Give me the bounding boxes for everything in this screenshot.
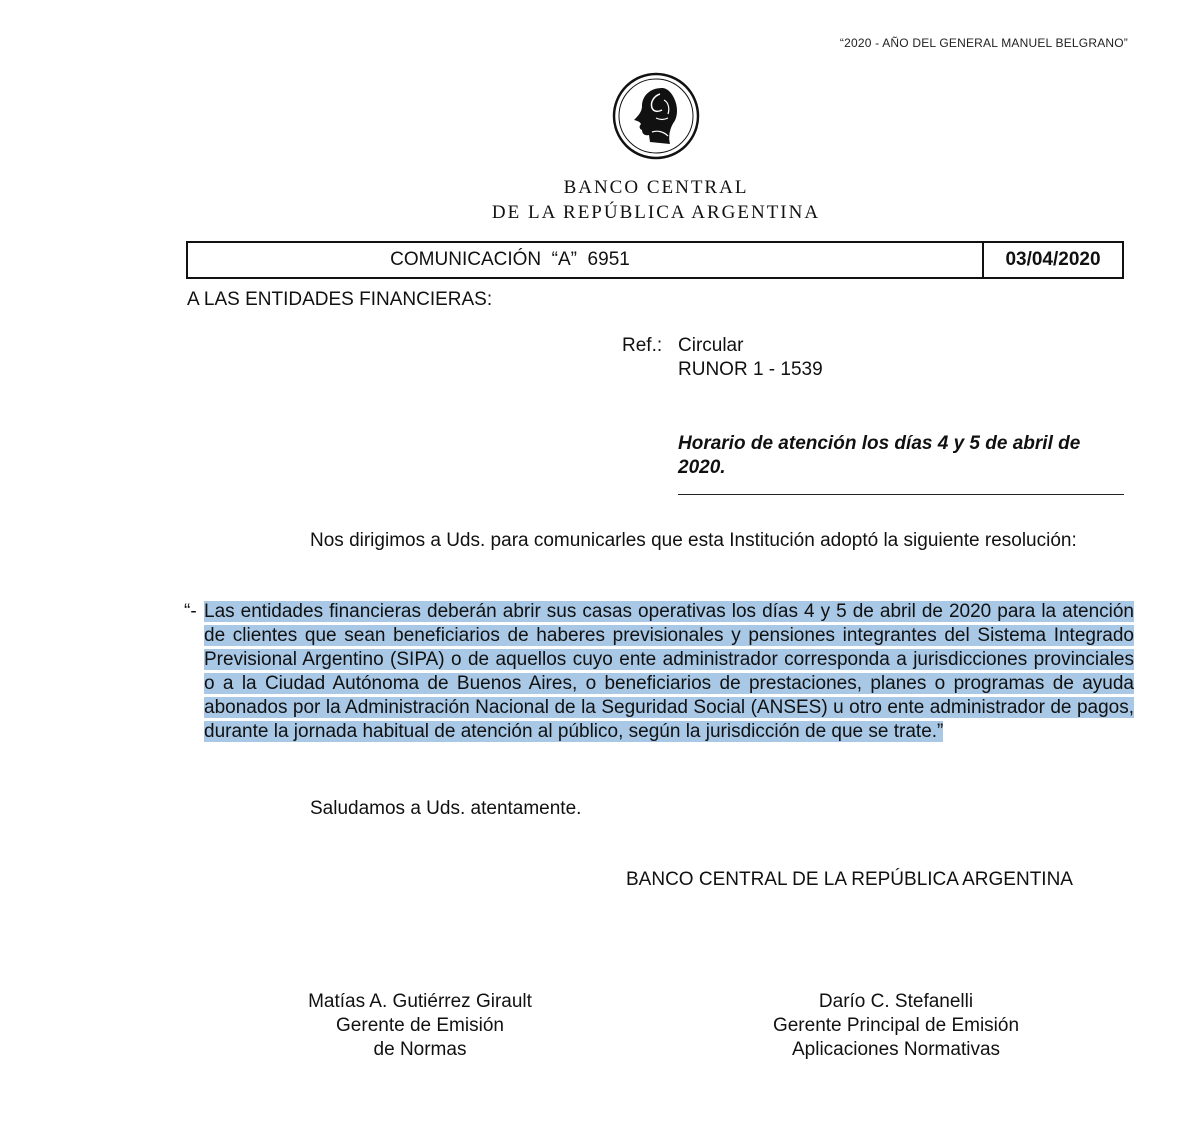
reference-value [678,334,823,382]
signatory-title-line1: Gerente de Emisión [336,1015,504,1036]
signatory-right [736,990,1056,1062]
bank-name-line2: DE LA REPÚBLICA ARGENTINA [491,202,821,223]
resolution-text-selected[interactable]: Las entidades financieras deberán abrir sus casas operativas los días 4 y 5 de abril de 2020 para la atención de clientes que sean beneficiarios de haberes previsionales y pensiones integrantes del Sistema Integrado Previsional Argentino (SIPA) o de aquellos cuyo ente administrador corresponda a jurisdicciones provinciales o a la Ciudad Autónoma de Buenos Aires, o beneficiarios de prestaciones, planes o programas de ayuda abonados por la Administración Nacional de la Seguridad Social (ANSES) u otro ente administrador de pagos, durante la jornada habitual de atención al público, según la jurisdicción de que se trate.” [204,601,1134,742]
subject: Horario de atención los días 4 y 5 de abril de 2020. [678,433,1081,478]
bank-name [0,175,1200,225]
reference-line2: RUNOR 1 - 1539 [678,359,823,380]
signatory-left [270,990,570,1062]
signatory-title-line2: Aplicaciones Normativas [791,1039,1001,1060]
quote-open: “- [184,601,197,622]
intro-paragraph: Nos dirigimos a Uds. para comunicarles que esta Institución adoptó la siguiente resolución: [310,530,1077,551]
signature-bank-name: BANCO CENTRAL DE LA REPÚBLICA ARGENTINA [626,869,1073,890]
subject-underline [678,494,1124,495]
reference-line1: Circular [678,335,744,356]
signatory-name: Darío C. Stefanelli [818,991,974,1012]
signatory-name: Matías A. Gutiérrez Girault [308,991,532,1012]
addressee: A LAS ENTIDADES FINANCIERAS: [187,289,493,310]
closing-salutation: Saludamos a Uds. atentamente. [310,798,582,819]
communication-header [186,241,1124,279]
reference-label: Ref.: [622,335,663,356]
year-motto: “2020 - AÑO DEL GENERAL MANUEL BELGRANO” [839,36,1128,50]
signatory-title-line1: Gerente Principal de Emisión [772,1015,1020,1036]
communication-date: 03/04/2020 [982,243,1122,277]
resolution-paragraph[interactable] [204,600,1134,744]
signatory-title-line2: de Normas [373,1039,467,1060]
communication-title: COMUNICACIÓN “A” 6951 [390,249,630,270]
bank-name-line1: BANCO CENTRAL [563,177,749,198]
bcra-seal-icon [612,72,700,160]
